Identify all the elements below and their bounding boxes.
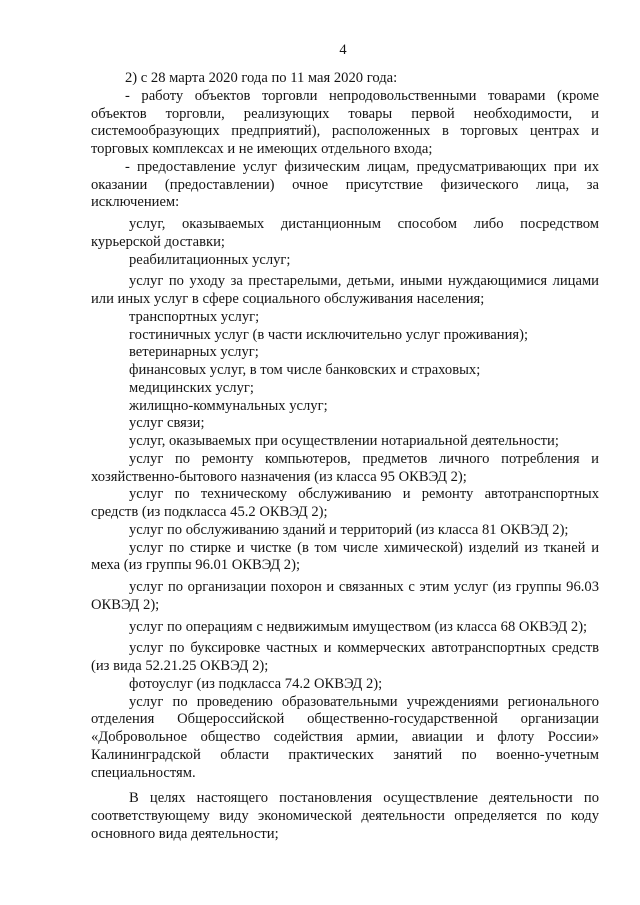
paragraph-activity-definition: В целях настоящего постановления осуществление деятельности по соответствующему виду экономической деятельности определяется по коду основного вида деятельности; <box>91 790 599 842</box>
list-item-medical: медицинских услуг; <box>129 379 254 396</box>
list-item-towing: услуг по буксировке частных и коммерческих автотранспортных средств (из вида 52.21.25 ОКВЭД 2); <box>91 640 599 674</box>
list-item-vehicle-service: услуг по техническому обслуживанию и ремонту автотранспортных средств (из подкласса 45.2 ОКВЭД 2); <box>91 486 599 520</box>
document-body <box>91 70 599 844</box>
list-item-social-care: услуг по уходу за престарелыми, детьми, иными нуждающимися лицами или иных услуг в сфере социального обслуживания населения; <box>91 273 599 307</box>
list-item-building-maintenance: услуг по обслуживанию зданий и территорий (из класса 81 ОКВЭД 2); <box>129 521 569 538</box>
list-item-photo: фотоуслуг (из подкласса 74.2 ОКВЭД 2); <box>129 675 383 692</box>
paragraph-services-restriction: - предоставление услуг физическим лицам, предусматривающих при их оказании (предоставлении) очное присутствие физического лица, за исключением: <box>91 158 599 211</box>
paragraph-period-heading: 2) с 28 марта 2020 года по 11 мая 2020 года: <box>125 70 398 86</box>
list-item-housing: жилищно-коммунальных услуг; <box>129 397 328 414</box>
list-item-rehabilitation: реабилитационных услуг; <box>129 251 291 268</box>
page-number: 4 <box>339 42 347 58</box>
list-item-veterinary: ветеринарных услуг; <box>129 344 259 361</box>
list-item-hotel: гостиничных услуг (в части исключительно услуг проживания); <box>129 326 529 343</box>
list-item-real-estate: услуг по операциям с недвижимым имуществом (из класса 68 ОКВЭД 2); <box>129 618 588 635</box>
list-item-remote-services: услуг, оказываемых дистанционным способом либо посредством курьерской доставки; <box>91 216 599 250</box>
list-item-laundry: услуг по стирке и чистке (в том числе химической) изделий из тканей и меха (из группы 96.01 ОКВЭД 2); <box>91 539 599 574</box>
list-item-funeral: услуг по организации похорон и связанных с этим услуг (из группы 96.03 ОКВЭД 2); <box>91 579 599 613</box>
list-item-notary: услуг, оказываемых при осуществлении нотариальной деятельности; <box>129 433 559 449</box>
list-item-communication: услуг связи; <box>129 415 205 432</box>
list-item-computer-repair: услуг по ремонту компьютеров, предметов личного потребления и хозяйственно-бытового назначения (из класса 95 ОКВЭД 2); <box>91 450 599 485</box>
paragraph-trade-restriction: - работу объектов торговли непродовольственными товарами (кроме объектов торговли, реализующих товары первой необходимости, и системообразующих предприятий), расположенных в торговых центрах и торговых комплексах и не имеющих отдельного входа; <box>91 87 599 157</box>
list-item-financial: финансовых услуг, в том числе банковских и страховых; <box>129 362 481 378</box>
list-item-military-training: услуг по проведению образовательными учреждениями регионального отделения Общероссийской общественно-государственной организации «Добровольное общество содействия армии, авиации и флоту России» Калининградской области практических занятий по военно-учетным специальностям. <box>91 693 599 781</box>
list-item-transport: транспортных услуг; <box>129 308 260 325</box>
